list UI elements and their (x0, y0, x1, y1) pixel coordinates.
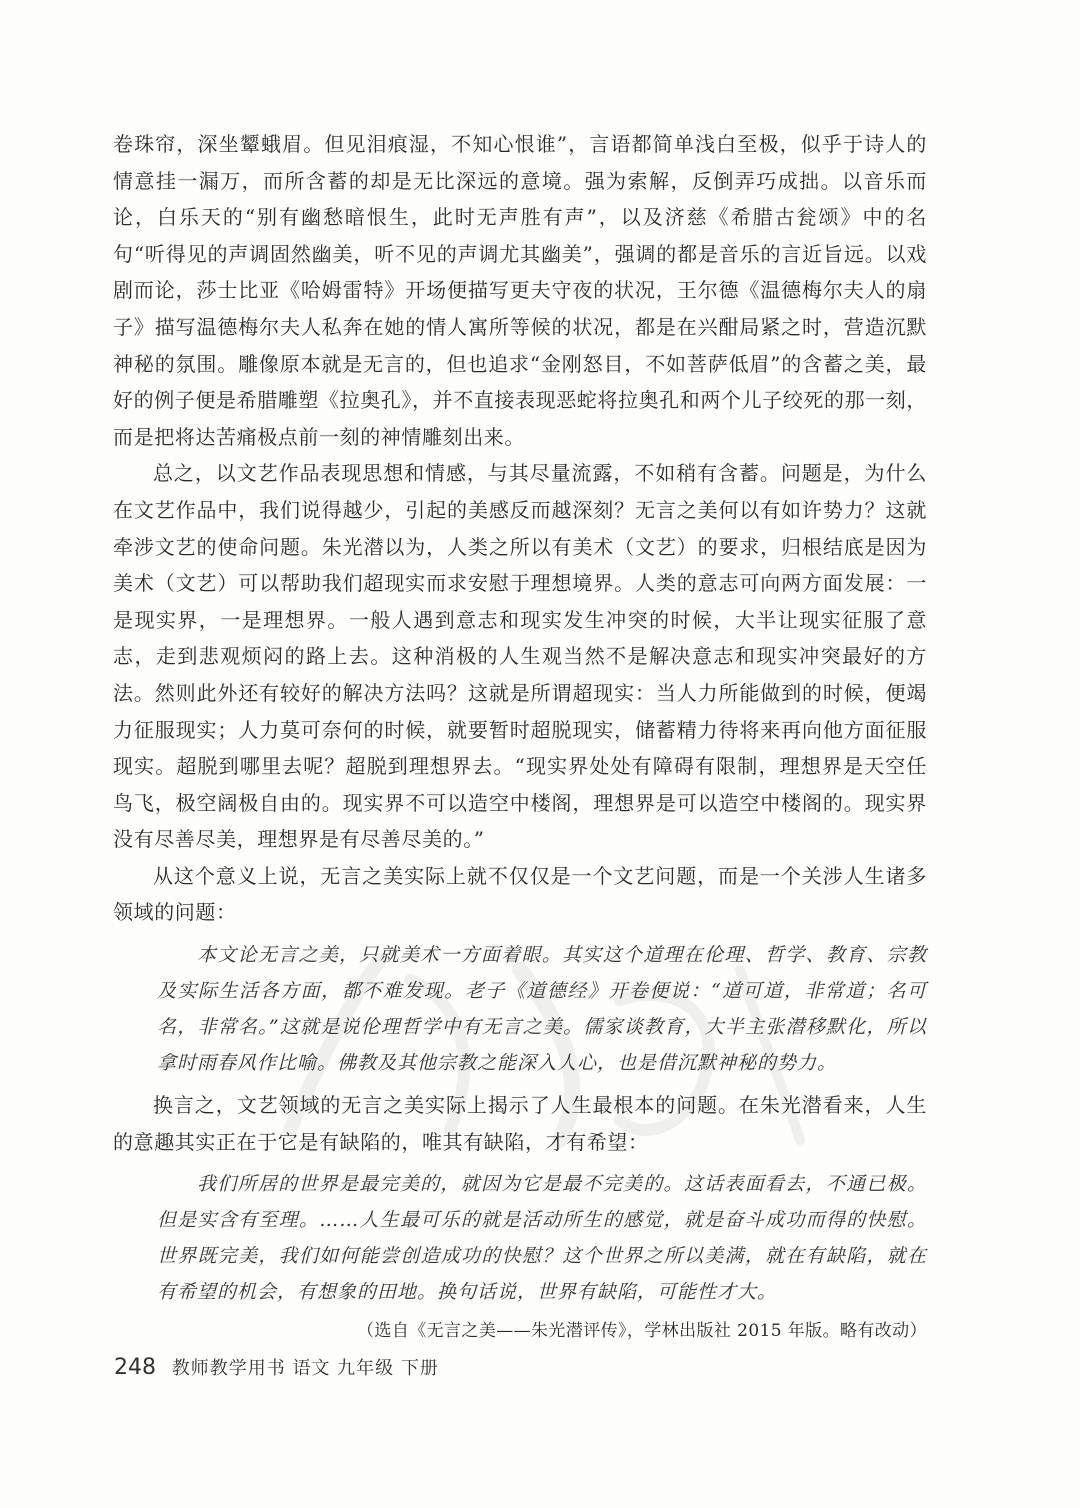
page-number: 248 (114, 1355, 156, 1380)
paragraph-life-meaning: 换言之，文艺领域的无言之美实际上揭示了人生最根本的问题。在朱光潜看来，人生的意趣其实正在于它是有缺陷的，唯其有缺陷，才有希望： (113, 1093, 927, 1154)
block-quote-daodejing: 本文论无言之美，只就美术一方面着眼。其实这个道理在伦理、哲学、教育、宗教及实际生活各方面，都不难发现。老子《道德经》开卷便说：“道可道，非常道；名可名，非常名。”这就是说伦理哲学中有无言之美。儒家谈教育，大半主张潜移默化，所以拿时雨春风作比喻。佛教及其他宗教之能深入人心，也是借沉默神秘的势力。 (157, 944, 927, 1075)
main-text (113, 126, 927, 1346)
page-footer (114, 1354, 439, 1380)
paragraph-transition: 从这个意义上说，无言之美实际上就不仅仅是一个文艺问题，而是一个关涉人生诸多领域的问题： (113, 863, 927, 925)
block-quote-imperfect-world: 我们所居的世界是最完美的，就因为它是最不完美的。这话表面看去，不通已极。但是实含有至理。……人生最可乐的就是活动所生的感觉，就是奋斗成功而得的快慰。世界既完美，我们如何能尝创造成功的快慰？这个世界之所以美满，就在有缺陷，就在有希望的机会，有想象的田地。换句话说，世界有缺陷，可能性才大。 (157, 1173, 927, 1304)
book-title: 教师教学用书 语文 九年级 下册 (171, 1358, 439, 1379)
paragraph-summary: 总之，以文艺作品表现思想和情感，与其尽量流露，不如稍有含蓄。问题是，为什么在文艺作品中，我们说得越少，引起的美感反而越深刻？无言之美何以有如许势力？这就牵涉文艺的使命问题。朱光潜以为，人类之所以有美术（文艺）的要求，归根结底是因为美术（文艺）可以帮助我们超现实而求安慰于理想境界。人类的意志可向两方面发展：一是现实界，一是理想界。一般人遇到意志和现实发生冲突的时候，大半让现实征服了意志，走到悲观烦闷的路上去。这种消极的人生观当然不是解决意志和现实冲突最好的方法。然则此外还有较好的解决方法吗？这就是所谓超现实：当人力所能做到的时候，便竭力征服现实；人力莫可奈何的时候，就要暂时超脱现实，储蓄精力待将来再向他方面征服现实。超脱到哪里去呢？超脱到理想界去。“现实界处处有障碍有限制，理想界是天空任鸟飞，极空阔极自由的。现实界不可以造空中楼阁，理想界是可以造空中楼阁的。现实界没有尽善尽美，理想界是有尽善尽美的。” (113, 461, 927, 852)
source-citation: （选自《无言之美——朱光潜评传》，学林出版社 2015 年版。略有改动） (357, 1321, 927, 1342)
paragraph-continuation: 卷珠帘，深坐颦蛾眉。但见泪痕湿，不知心恨谁”，言语都简单浅白至极，似乎于诗人的情意挂一漏万，而所含蓄的却是无比深远的意境。强为索解，反倒弄巧成拙。以音乐而论，白乐天的“别有幽愁暗恨生，此时无声胜有声”，以及济慈《希腊古瓮颂》中的名句“听得见的声调固然幽美，听不见的声调尤其幽美”，强调的都是音乐的言近旨远。以戏剧而论，莎士比亚《哈姆雷特》开场便描写更夫守夜的状况，王尔德《温德梅尔夫人的扇子》描写温德梅尔夫人私奔在她的情人寓所等候的状况，都是在兴酣局紧之时，营造沉默神秘的氛围。雕像原本就是无言的，但也追求“金刚怒目，不如菩萨低眉”的含蓄之美，最好的例子便是希腊雕塑《拉奥孔》，并不直接表现恶蛇将拉奥孔和两个儿子绞死的那一刻，而是把将达苦痛极点前一刻的神情雕刻出来。 (113, 132, 927, 449)
